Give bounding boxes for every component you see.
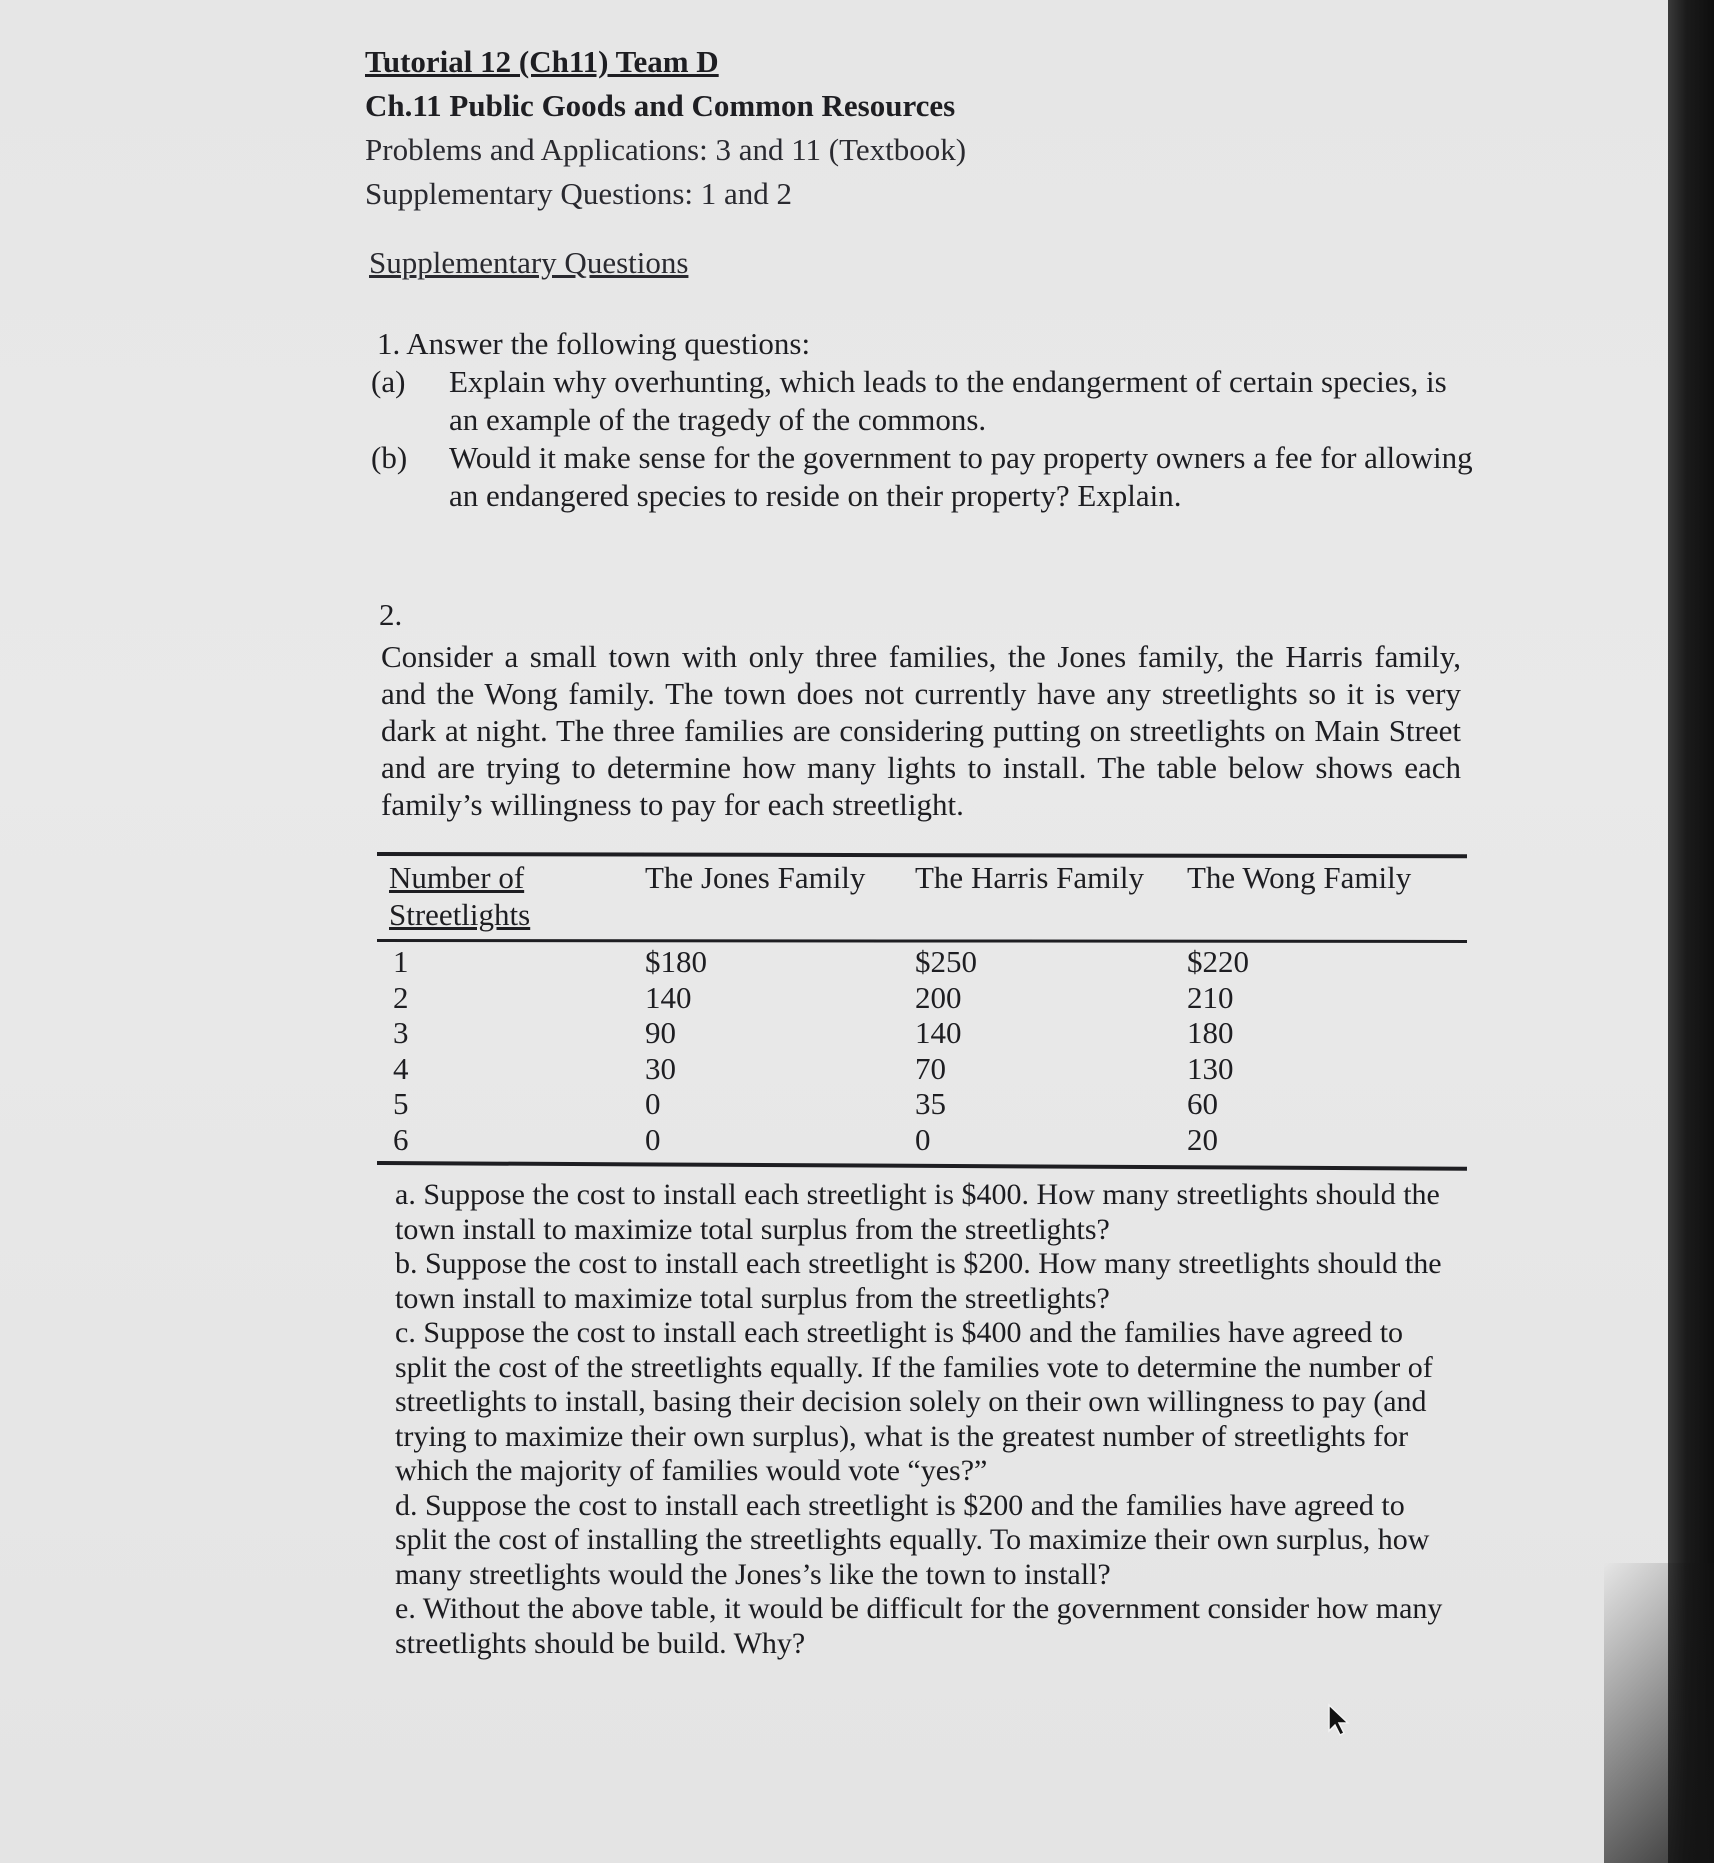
- cell-number: 2: [393, 979, 409, 1015]
- table-bottom-rule: [377, 1161, 1467, 1171]
- question-2-number: 2.: [379, 597, 403, 632]
- cell-harris: 35: [915, 1086, 946, 1121]
- cell-wong: 60: [1187, 1086, 1218, 1121]
- cell-wong: 130: [1187, 1050, 1234, 1086]
- question-2b: b. Suppose the cost to install each streetlight is $200. How many streetlights should the town install to maximize total surplus from the streetlights?: [395, 1247, 1442, 1315]
- cell-jones: 90: [645, 1015, 676, 1050]
- supplementary-line: Supplementary Questions: 1 and 2: [365, 176, 793, 211]
- cell-harris: 140: [915, 1015, 962, 1050]
- cell-jones: 0: [645, 1121, 661, 1157]
- mouse-pointer-icon: [1327, 1703, 1353, 1737]
- chapter-title: Ch.11 Public Goods and Common Resources: [365, 88, 956, 123]
- cell-jones: 0: [645, 1086, 661, 1121]
- header-jones-family: The Jones Family: [645, 860, 866, 895]
- cell-wong: 210: [1187, 979, 1234, 1015]
- question-1b-label: (b): [371, 440, 408, 475]
- cell-harris: 0: [915, 1121, 931, 1157]
- question-1a-text: Explain why overhunting, which leads to the endangerment of certain species, is an example of the tragedy of the commons.: [449, 364, 1447, 437]
- supplementary-heading: Supplementary Questions: [369, 245, 689, 280]
- table-row: [377, 1122, 1467, 1158]
- question-2d: d. Suppose the cost to install each streetlight is $200 and the families have agreed to split the cost of installing the streetlights equally. To maximize their own surplus, how many streetlights would the Jones’s like the town to install?: [395, 1488, 1430, 1591]
- question-1a: [371, 363, 1481, 439]
- problems-line: Problems and Applications: 3 and 11 (Textbook): [365, 132, 967, 167]
- header-harris-family: The Harris Family: [915, 860, 1145, 895]
- question-2-paragraph: Consider a small town with only three families, the Jones family, the Harris family, and the Wong family. The town does not currently have any streetlights so it is very dark at night. The three families are considering putting on streetlights on Main Street and are trying to determine how many lights to install. The table below shows each family’s willingness to pay for each streetlight.: [381, 639, 1461, 822]
- tutorial-title: Tutorial 12 (Ch11) Team D: [365, 44, 719, 79]
- willingness-to-pay-table: [377, 852, 1467, 1165]
- header-wong-family: The Wong Family: [1187, 860, 1412, 895]
- question-1b-text: Would it make sense for the government to pay property owners a fee for allowing an endangered species to reside on their property? Explain.: [449, 440, 1473, 513]
- header-number-of-streetlights: Number of Streetlights: [389, 860, 531, 932]
- cell-jones: 140: [645, 979, 692, 1015]
- table-row: [377, 944, 1467, 980]
- table-row: [377, 1015, 1467, 1051]
- cell-jones: $180: [645, 944, 707, 979]
- question-2a: a. Suppose the cost to install each streetlight is $400. How many streetlights should the town install to maximize total surplus from the streetlights?: [395, 1178, 1440, 1246]
- cell-number: 3: [393, 1015, 409, 1050]
- cell-number: 6: [393, 1121, 409, 1157]
- cell-harris: 200: [915, 979, 962, 1015]
- question-2e: e. Without the above table, it would be difficult for the government consider how many streetlights should be build. Why?: [395, 1592, 1443, 1660]
- cell-wong: 20: [1187, 1121, 1218, 1157]
- cell-jones: 30: [645, 1050, 676, 1086]
- table-body: [377, 942, 1467, 1161]
- table-row: [377, 1086, 1467, 1122]
- table-row: [377, 1051, 1467, 1087]
- question-2-parts: [395, 1178, 1455, 1661]
- cell-wong: 180: [1187, 1015, 1234, 1050]
- question-1-intro: 1. Answer the following questions:: [377, 326, 811, 361]
- question-1a-label: (a): [371, 364, 406, 399]
- bezel-shadow: [1604, 1563, 1714, 1863]
- question-2c: c. Suppose the cost to install each streetlight is $400 and the families have agreed to split the cost of the streetlights equally. If the families vote to determine the number of streetlights to install, basing their decision solely on their own willingness to pay (and trying to maximize their own surplus), what is the greatest number of streetlights for which the majority of families would vote “yes?”: [395, 1316, 1433, 1487]
- question-1b: [371, 439, 1481, 515]
- table-header-row: [377, 856, 1467, 939]
- cell-number: 4: [393, 1050, 409, 1086]
- document-header: [365, 40, 1485, 216]
- document-page: [365, 40, 1485, 1660]
- cell-harris: 70: [915, 1050, 946, 1086]
- cell-wong: $220: [1187, 944, 1249, 979]
- cell-number: 5: [393, 1086, 409, 1121]
- cell-harris: $250: [915, 944, 977, 979]
- cell-number: 1: [393, 944, 409, 979]
- table-row: [377, 980, 1467, 1016]
- question-1: [371, 325, 1481, 515]
